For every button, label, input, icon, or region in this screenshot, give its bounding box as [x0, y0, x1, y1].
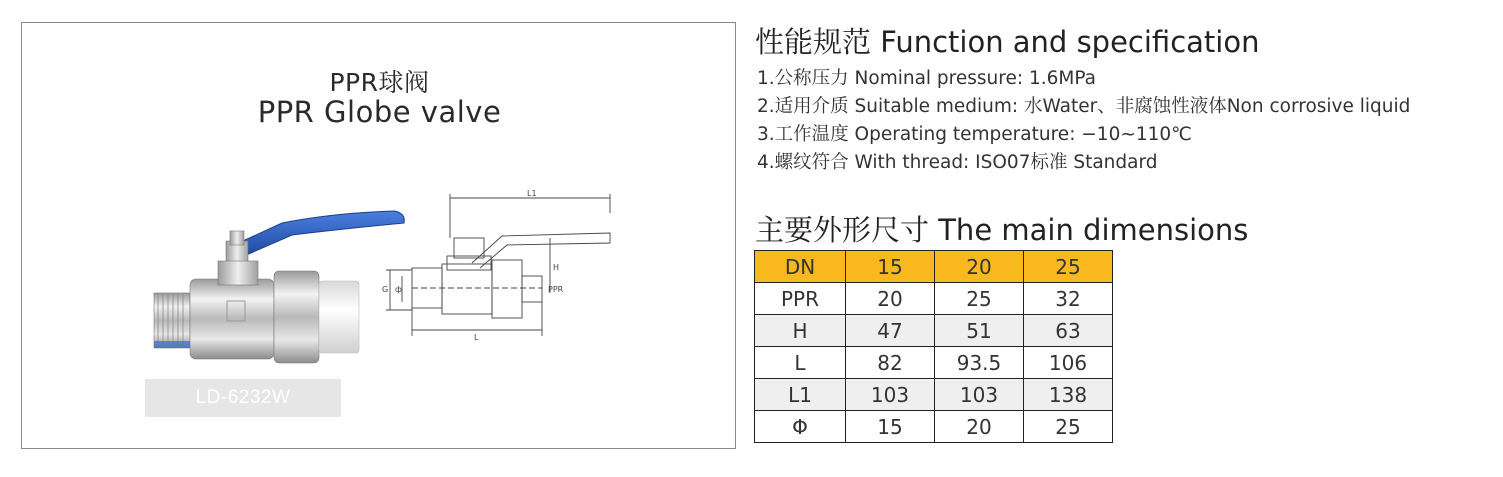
table-row	[755, 283, 1113, 315]
table-cell: 93.5	[935, 347, 1024, 379]
table-cell: L	[755, 347, 846, 379]
spec-heading: 性能规范 Function and specification	[755, 25, 1260, 59]
label-l1: L1	[527, 189, 537, 198]
product-panel	[21, 22, 736, 449]
table-cell: 25	[935, 283, 1024, 315]
table-cell: 20	[935, 251, 1024, 283]
spec-item: 1.公称压力 Nominal pressure: 1.6MPa	[757, 68, 1096, 89]
table-cell: H	[755, 315, 846, 347]
label-g: G	[382, 285, 389, 294]
dimensions-heading: 主要外形尺寸 The main dimensions	[755, 213, 1249, 247]
table-cell: 106	[1024, 347, 1113, 379]
spec-item: 4.螺纹符合 With thread: ISO07标准 Standard	[757, 152, 1158, 173]
label-ppr: PPR	[548, 285, 564, 294]
table-row-header	[755, 251, 1113, 283]
table-cell: 138	[1024, 379, 1113, 411]
table-cell: 82	[846, 347, 935, 379]
spec-item: 3.工作温度 Operating temperature: −10~110℃	[757, 124, 1192, 145]
product-title-en: PPR Globe valve	[257, 95, 502, 129]
table-cell: 47	[846, 315, 935, 347]
technical-drawing	[362, 188, 632, 348]
table-cell: Φ	[755, 411, 846, 443]
product-title-cn: PPR球阀	[329, 68, 430, 97]
table-cell: 20	[846, 283, 935, 315]
table-cell: 32	[1024, 283, 1113, 315]
spec-list	[757, 65, 1410, 177]
table-row	[755, 315, 1113, 347]
dimensions-table	[754, 250, 1113, 443]
table-cell: 15	[846, 251, 935, 283]
table-row	[755, 347, 1113, 379]
table-cell: 25	[1024, 411, 1113, 443]
table-cell: 103	[935, 379, 1024, 411]
table-cell: PPR	[755, 283, 846, 315]
table-cell: 51	[935, 315, 1024, 347]
model-tag: LD-6232W	[145, 379, 341, 417]
table-cell: 25	[1024, 251, 1113, 283]
table-row	[755, 411, 1113, 443]
table-cell: L1	[755, 379, 846, 411]
table-cell: 20	[935, 411, 1024, 443]
table-row	[755, 379, 1113, 411]
table-cell: DN	[755, 251, 846, 283]
table-cell: 103	[846, 379, 935, 411]
label-h: H	[553, 263, 560, 272]
label-phi: ф	[395, 285, 402, 294]
table-cell: 15	[846, 411, 935, 443]
table-cell: 63	[1024, 315, 1113, 347]
spec-item: 2.适用介质 Suitable medium: 水Water、非腐蚀性液体Non corrosive liquid	[757, 96, 1411, 117]
label-l: L	[474, 333, 479, 342]
